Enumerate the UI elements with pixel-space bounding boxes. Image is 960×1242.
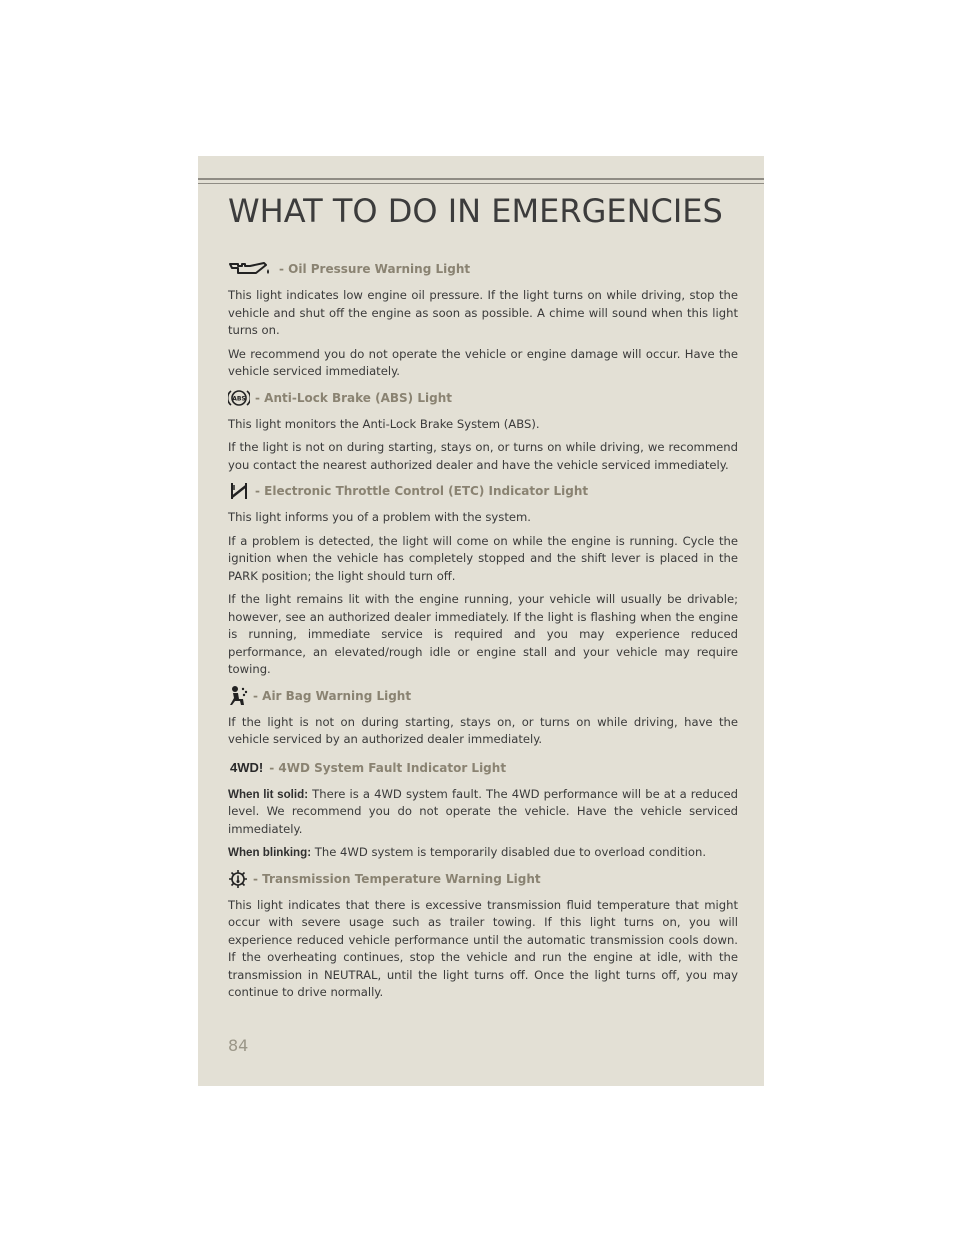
oil-pressure-paragraph-2: We recommend you do not operate the vehicle or engine damage will occur. Have the vehicle serviced immediately.: [228, 346, 738, 378]
4wd-heading: [228, 757, 738, 779]
abs-icon-text: ABS: [232, 395, 246, 402]
4wd-solid-label: When lit solid:: [228, 787, 309, 801]
transmission-temperature-icon: [228, 869, 248, 889]
4wd-solid-text: There is a 4WD system fault. The 4WD performance will be at a reduced level. We recommend you do not operate the vehicle. Have the vehicle serviced immediately.: [228, 786, 738, 836]
transmission-paragraph-1: This light indicates that there is excessive transmission fluid temperature that might occur with severe usage such as trailer towing. If this light turns on, you will experience reduced vehicle performance until the automatic transmission cools down. If the overheating continues, stop the vehicle and run the engine at idle, with the transmission in NEUTRAL, until the light turns off. Once the light turns off, you may continue to drive normally.: [228, 897, 738, 999]
4wd-blink-paragraph: [228, 844, 738, 862]
abs-paragraph-1: This light monitors the Anti-Lock Brake System (ABS).: [228, 416, 540, 431]
abs-paragraph-2: If the light is not on during starting, stays on, or turns on while driving, we recommend you contact the nearest authorized dealer and have the vehicle serviced immediately.: [228, 440, 738, 472]
abs-heading-text: - Anti-Lock Brake (ABS) Light: [255, 390, 452, 405]
header-rule-thin: [198, 183, 764, 184]
header-rule-thick: [198, 178, 764, 180]
transmission-heading: [228, 868, 738, 890]
page-title: WHAT TO DO IN EMERGENCIES: [228, 192, 723, 230]
etc-paragraph-2: If a problem is detected, the light will come on while the engine is running. Cycle the ignition when the vehicle has completely stopped and the shift lever is placed in the PARK position; the light should turn off.: [228, 533, 738, 583]
oil-pressure-heading: [228, 258, 738, 280]
4wd-blink-text: The 4WD system is temporarily disabled due to overload condition.: [311, 845, 707, 859]
manual-page: [198, 156, 764, 1086]
airbag-paragraph-1: If the light is not on during starting, stays on, or turns on while driving, have the vehicle serviced by an authorized dealer immediately.: [228, 714, 738, 746]
oil-pressure-heading-text: - Oil Pressure Warning Light: [279, 262, 471, 276]
airbag-icon: [228, 685, 248, 707]
4wd-solid-paragraph: [228, 786, 738, 839]
page-number: 84: [228, 1036, 249, 1055]
etc-paragraph-1: This light informs you of a problem with the system.: [228, 510, 531, 524]
airbag-heading: [228, 685, 738, 707]
oil-pressure-paragraph-1: This light indicates low engine oil pressure. If the light turns on while driving, stop the vehicle and shut off the engine as soon as possible. A chime will sound when this light turns on.: [228, 288, 738, 337]
4wd-blink-label: When blinking:: [228, 846, 312, 859]
throttle-icon: [228, 481, 250, 501]
airbag-heading-text: - Air Bag Warning Light: [253, 688, 412, 703]
etc-heading-text: - Electronic Throttle Control (ETC) Indicator Light: [255, 484, 589, 498]
etc-heading: [228, 480, 738, 502]
4wd-warning-icon: 4WD!: [230, 760, 264, 775]
transmission-heading-text: - Transmission Temperature Warning Light: [253, 871, 541, 886]
4wd-heading-text: - 4WD System Fault Indicator Light: [269, 760, 507, 775]
content-body: [228, 258, 738, 1008]
abs-icon: [228, 388, 250, 408]
oil-can-icon: [228, 261, 274, 277]
etc-paragraph-3: If the light remains lit with the engine running, your vehicle will usually be drivable; however, see an authorized dealer immediately. If the light is flashing when the engine is running, immediate service is required and you may experience reduced performance, an elevated/rough idle or engine stall and your vehicle may require towing.: [228, 592, 738, 676]
abs-heading: [228, 387, 738, 409]
